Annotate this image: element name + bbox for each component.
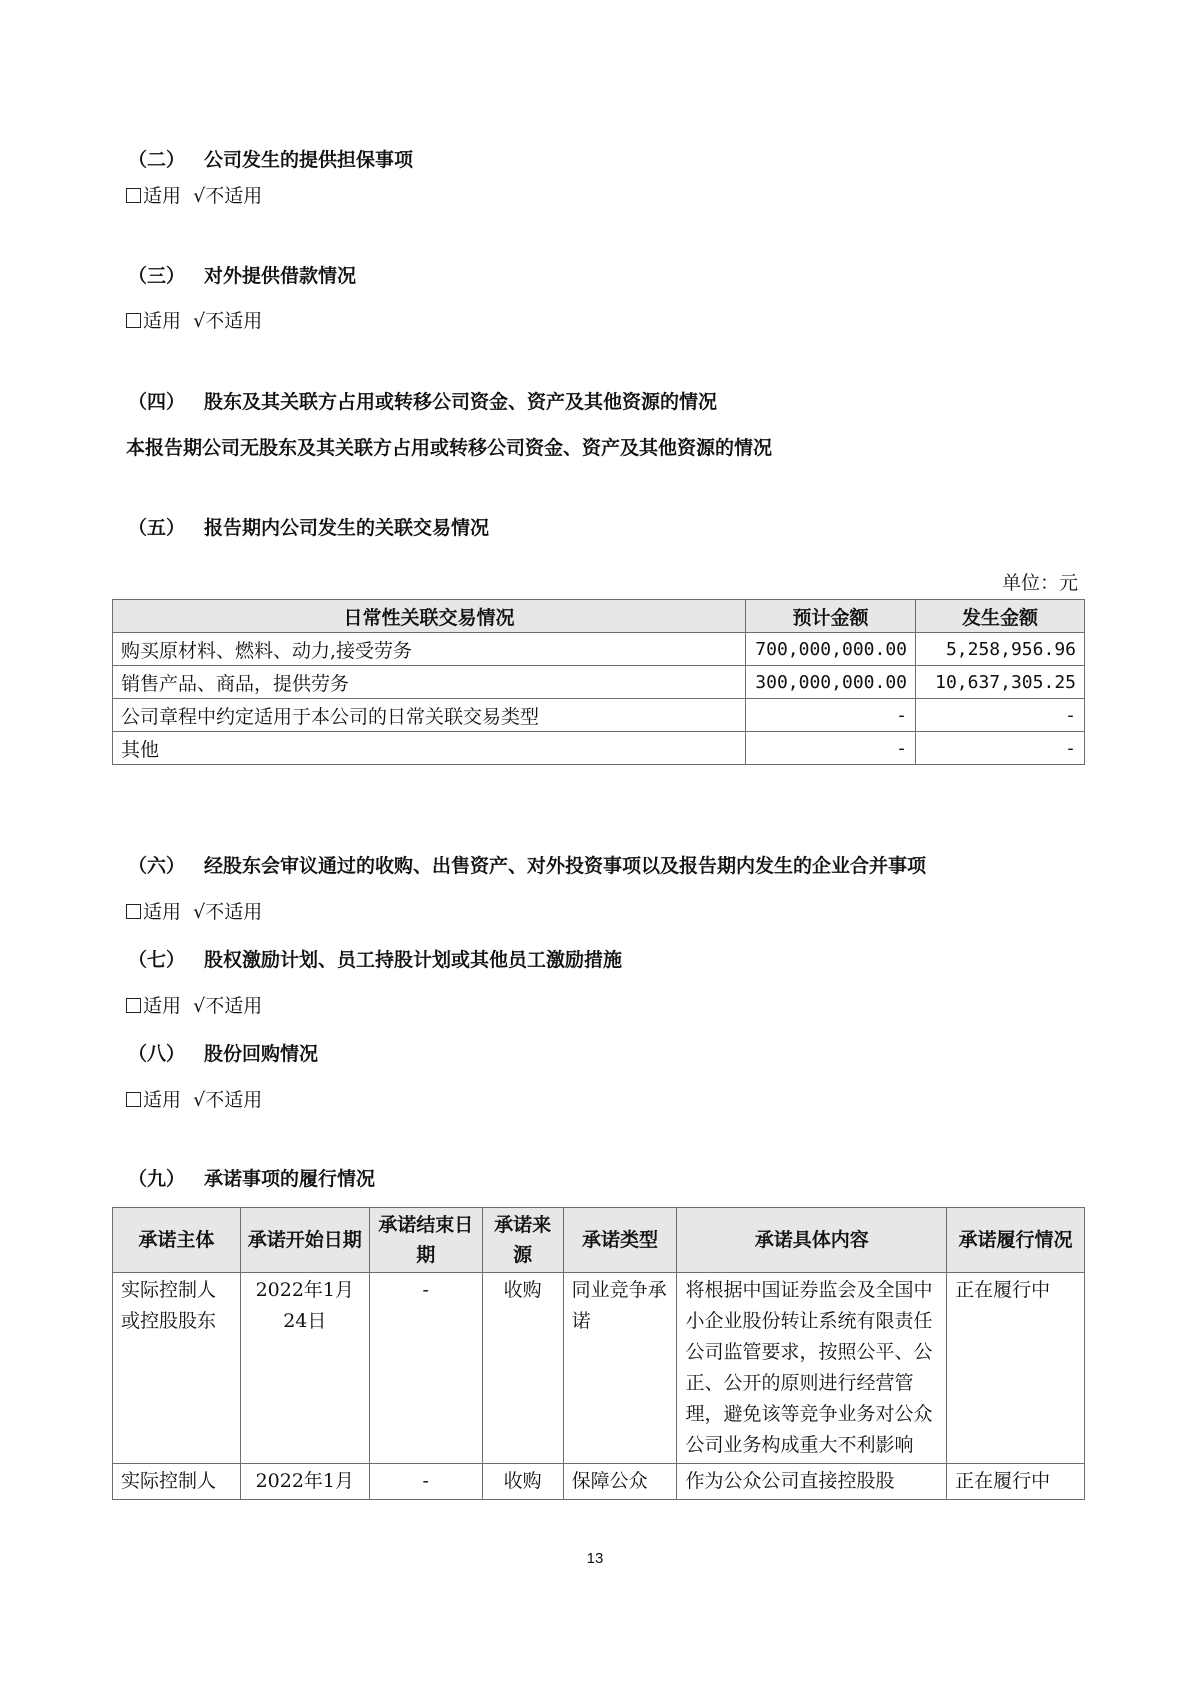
section-heading-3: （三） 对外提供借款情况 [128,265,357,287]
table-cell: 700,000,000.00 [746,633,916,666]
table-header: 日常性关联交易情况 [113,600,746,633]
table-header: 承诺来源 [482,1208,563,1273]
checkbox-icon [126,313,141,328]
table-cell: - [369,1273,482,1464]
table-cell: 2022年1月24日 [240,1273,369,1464]
table-row [113,666,1085,699]
section-heading-9: （九） 承诺事项的履行情况 [128,1168,376,1190]
applicability-options-7: 适用 √不适用 [126,991,262,1018]
table-header-row [113,600,1085,633]
table-header: 承诺履行情况 [947,1208,1085,1273]
table-header: 预计金额 [746,600,916,633]
section-heading-2: （二） 公司发生的提供担保事项 [128,149,414,171]
table-row [113,1273,1085,1464]
checkbox-icon [126,1092,141,1107]
table-cell: 5,258,956.96 [916,633,1085,666]
table-header: 发生金额 [916,600,1085,633]
section-heading-4: （四） 股东及其关联方占用或转移公司资金、资产及其他资源的情况 [128,391,718,413]
section-heading-6: （六） 经股东会审议通过的收购、出售资产、对外投资事项以及报告期内发生的企业合并事项 [128,855,927,877]
table-cell: 实际控制人 [113,1464,241,1500]
table-cell: 300,000,000.00 [746,666,916,699]
table-cell: 保障公众 [563,1464,677,1500]
table-cell: 其他 [113,732,746,765]
section-heading-8: （八） 股份回购情况 [128,1043,319,1065]
table-row [113,732,1085,765]
table-cell: 购买原材料、燃料、动力,接受劳务 [113,633,746,666]
table-cell: 10,637,305.25 [916,666,1085,699]
table-cell: 收购 [482,1464,563,1500]
table-header: 承诺开始日期 [240,1208,369,1273]
table-header: 承诺具体内容 [677,1208,947,1273]
s4-statement: 本报告期公司无股东及其关联方占用或转移公司资金、资产及其他资源的情况 [126,437,773,459]
checkbox-icon [126,188,141,203]
table-header: 承诺类型 [563,1208,677,1273]
page-number: 13 [586,1550,604,1567]
table-header: 承诺结束日期 [369,1208,482,1273]
table-cell: 将根据中国证券监会及全国中小企业股份转让系统有限责任公司监管要求，按照公平、公正、公开的原则进行经营管理，避免该等竞争业务对公众公司业务构成重大不利影响 [677,1273,947,1464]
table-row [113,633,1085,666]
table-cell: 2022年1月 [240,1464,369,1500]
section-heading-7: （七） 股权激励计划、员工持股计划或其他员工激励措施 [128,949,623,971]
table-cell: 收购 [482,1273,563,1464]
table-cell: - [746,699,916,732]
table-row [113,699,1085,732]
applicability-options-2: 适用 √不适用 [126,181,262,208]
table-cell: - [916,732,1085,765]
table-cell: 同业竞争承诺 [563,1273,677,1464]
table-row [113,1464,1085,1500]
table-cell: 正在履行中 [947,1273,1085,1464]
applicability-options-6: 适用 √不适用 [126,897,262,924]
table-header-row [113,1208,1085,1273]
table-cell: - [746,732,916,765]
table-cell: 作为公众公司直接控股股 [677,1464,947,1500]
table-cell: - [916,699,1085,732]
unit-label: 单位：元 [1001,572,1078,594]
table-cell: 实际控制人或控股股东 [113,1273,241,1464]
checkbox-icon [126,904,141,919]
applicability-options-3: 适用 √不适用 [126,306,262,333]
table-cell: 正在履行中 [947,1464,1085,1500]
commitments-table [112,1207,1085,1500]
table-cell: - [369,1464,482,1500]
checkbox-icon [126,998,141,1013]
related-transactions-table [112,599,1085,765]
table-header: 承诺主体 [113,1208,241,1273]
applicability-options-8: 适用 √不适用 [126,1085,262,1112]
table-cell: 销售产品、商品，提供劳务 [113,666,746,699]
table-cell: 公司章程中约定适用于本公司的日常关联交易类型 [113,699,746,732]
section-heading-5: （五） 报告期内公司发生的关联交易情况 [128,517,490,539]
